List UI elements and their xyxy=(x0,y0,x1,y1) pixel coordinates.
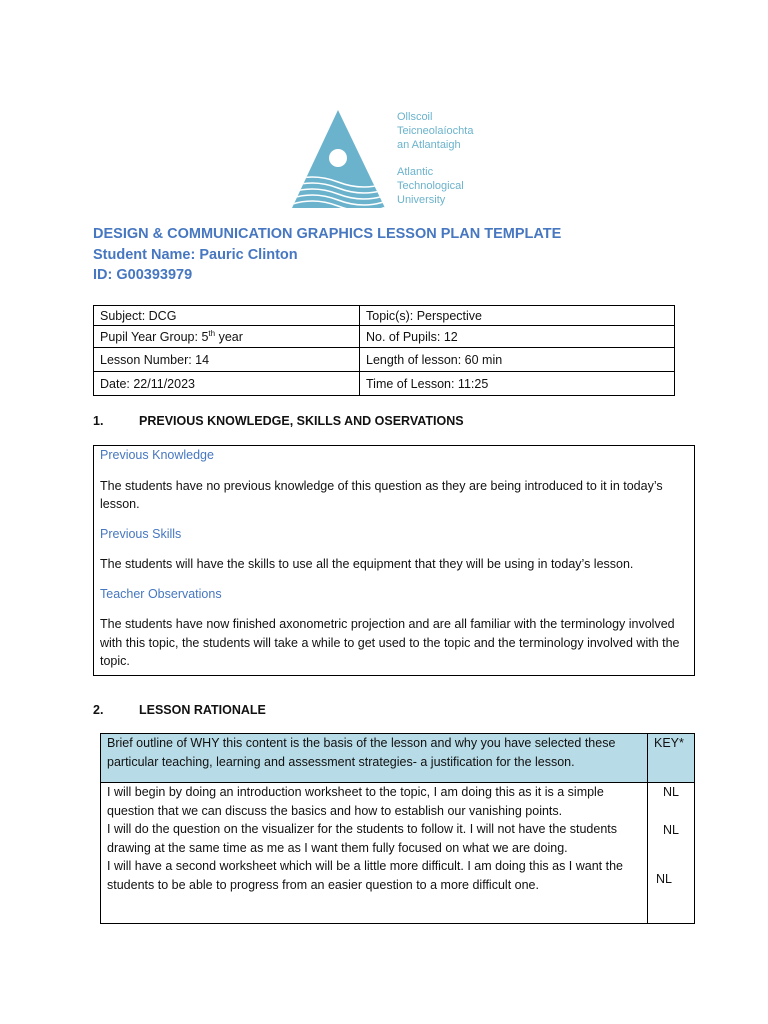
pupils-cell: No. of Pupils: 12 xyxy=(360,326,675,348)
document-heading xyxy=(93,224,561,286)
logo-irish-line-2: Teicneolaíochta xyxy=(397,125,474,137)
subject-cell: Subject: DCG xyxy=(94,306,360,326)
logo-english-line-1: Atlantic xyxy=(397,166,434,178)
document-title: DESIGN & COMMUNICATION GRAPHICS LESSON PLAN TEMPLATE xyxy=(93,226,562,242)
key-body-cell xyxy=(648,783,695,924)
teacher-observations-text: The students have now finished axonometric projection and are all familiar with the terminology involved with this topic, the students will take a while to get used to the topic and the terminology involved with the topic. xyxy=(100,617,680,668)
rationale-body-cell xyxy=(101,783,648,924)
key-value-1: NL xyxy=(663,785,679,799)
rationale-item-3: I will have a second worksheet which will be a little more difficult. I am doing this as I want the students to be able to progress from an easier question to a more difficult one. xyxy=(107,859,623,892)
section-1-title xyxy=(93,414,464,428)
section-2-number: 2. xyxy=(93,703,104,717)
length-cell: Length of lesson: 60 min xyxy=(360,348,675,372)
logo-english-line-3: University xyxy=(397,194,446,206)
logo-irish-line-1: Ollscoil xyxy=(397,111,433,123)
year-group-cell xyxy=(94,326,360,348)
year-group-prefix: Pupil Year Group: 5 xyxy=(100,330,209,345)
year-group-superscript: th xyxy=(208,328,216,338)
key-value-2: NL xyxy=(663,822,679,837)
topic-cell: Topic(s): Perspective xyxy=(360,306,675,326)
section-1-number: 1. xyxy=(93,414,104,428)
teacher-observations-heading: Teacher Observations xyxy=(100,586,222,601)
previous-knowledge-box xyxy=(93,445,695,676)
previous-skills-heading: Previous Skills xyxy=(100,526,182,541)
key-value-3: NL xyxy=(656,872,672,886)
logo-wordmark xyxy=(397,110,473,207)
year-group-suffix: year xyxy=(215,330,243,345)
lesson-number-cell: Lesson Number: 14 xyxy=(94,348,360,372)
rationale-item-1: I will begin by doing an introduction worksheet to the topic, I am doing this as it is a simple question that we can discuss the basics and how to establish our vanishing points. xyxy=(107,785,604,818)
section-2-heading: LESSON RATIONALE xyxy=(139,703,266,717)
rationale-header-cell: Brief outline of WHY this content is the basis of the lesson and why you have selected these particular teaching, learning and assessment strategies- a justification for the lesson. xyxy=(101,734,648,783)
date-cell: Date: 22/11/2023 xyxy=(94,372,360,396)
lesson-info-table xyxy=(93,305,675,396)
previous-knowledge-text: The students have no previous knowledge of this question as they are being introduced to it in today’s lesson. xyxy=(100,478,663,511)
student-id: ID: G00393979 xyxy=(93,267,193,283)
key-header-cell: KEY* xyxy=(648,734,695,783)
time-cell: Time of Lesson: 11:25 xyxy=(360,372,675,396)
student-name: Student Name: Pauric Clinton xyxy=(93,246,298,263)
section-2-title xyxy=(93,703,266,717)
previous-skills-text: The students will have the skills to use all the equipment that they will be using in today’s lesson. xyxy=(100,557,634,571)
logo-irish-line-3: an Atlantaigh xyxy=(397,139,461,151)
rationale-item-2: I will do the question on the visualizer for the students to follow it. I will not have the students drawing at the same time as me as I want them fully focused on what we are doing. xyxy=(107,822,618,855)
logo-english-line-2: Technological xyxy=(397,180,464,192)
previous-knowledge-heading: Previous Knowledge xyxy=(100,448,214,462)
lesson-rationale-table xyxy=(100,733,695,924)
section-1-heading: PREVIOUS KNOWLEDGE, SKILLS AND OSERVATIONS xyxy=(139,414,464,428)
